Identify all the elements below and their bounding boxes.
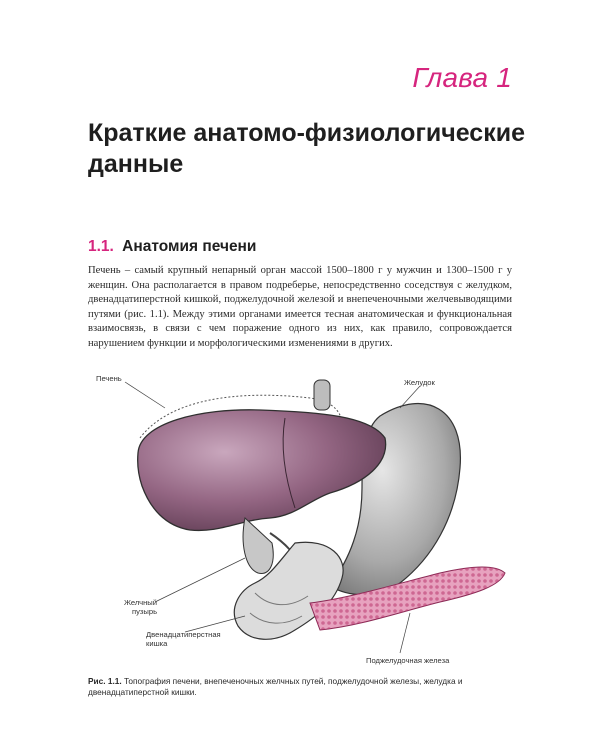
label-duodenum-line-2: кишка [146,639,168,648]
chapter-heading: Глава 1 [412,62,512,93]
label-stomach: Желудок [404,378,435,387]
section-title: Анатомия печени [122,238,257,255]
body-paragraph: Печень – самый крупный непарный орган массой 1500–1800 г у мужчин и 1300–1500 г у женщин. Она располагается в правом подреберье, непосредственно соседствуя с желудком, двенадцатиперстной кишкой, поджелудочной железой и внепеченочными желчевыводящими путями (рис. 1.1). Между этими органами имеется тесная анатомическая и функциональная взаимосвязь, в связи с чем поражение одного из них, как правило, сопровождается нарушением функции и морфологическими изменениями в других. [88,265,512,349]
liver-shape [138,410,386,531]
chapter-title-line-2: данные [88,150,184,178]
label-duodenum-line-1: Двенадцатиперстная [146,630,221,639]
anatomy-figure [80,368,530,668]
label-pancreas: Поджелудочная железа [366,656,450,665]
caption-prefix: Рис. 1.1. [88,676,122,686]
section-number: 1.1. [88,238,114,255]
figure-caption [88,676,518,698]
label-liver: Печень [96,374,122,383]
caption-text: Топография печени, внепеченочных желчных путей, поджелудочной железы, желудка и двенадцатиперстной кишки. [88,676,463,697]
label-duodenum [146,630,221,648]
chapter-title [88,118,528,180]
label-gallbladder [124,598,157,616]
chapter-title-line-1: Краткие анатомо-физиологические [88,119,525,147]
anatomy-illustration [80,368,530,668]
section-heading [88,238,256,256]
label-gallbladder-line-1: Желчный [124,598,158,607]
label-gallbladder-line-2: пузырь [132,607,158,616]
